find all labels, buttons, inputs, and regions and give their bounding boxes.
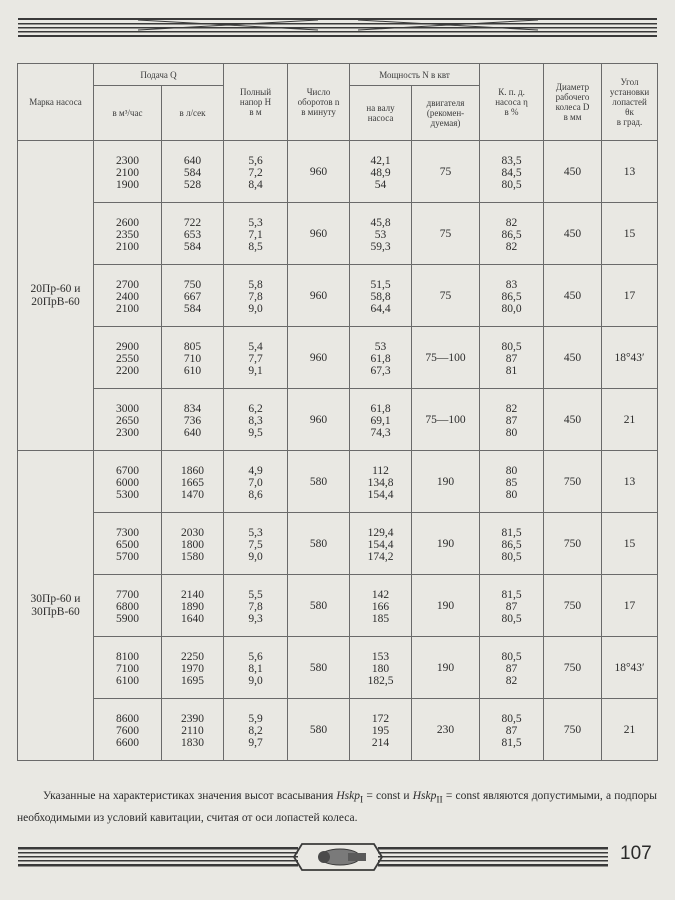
flow-ls-cell: 750 667 584 [162, 265, 224, 327]
efficiency-cell: 83 86,5 80,0 [480, 265, 544, 327]
flow-m3-cell: 8100 7100 6100 [94, 637, 162, 699]
head-cell: 5,5 7,8 9,3 [224, 575, 288, 637]
angle-cell: 15 [602, 513, 658, 575]
power-motor-cell: 75—100 [412, 389, 480, 451]
flow-ls-cell: 722 653 584 [162, 203, 224, 265]
efficiency-cell: 80,5 87 82 [480, 637, 544, 699]
efficiency-cell: 80,5 87 81,5 [480, 699, 544, 761]
flow-m3-cell: 6700 6000 5300 [94, 451, 162, 513]
power-motor-cell: 75—100 [412, 327, 480, 389]
power-motor-cell: 190 [412, 513, 480, 575]
speed-cell: 960 [288, 141, 350, 203]
power-motor-cell: 75 [412, 141, 480, 203]
table-row [18, 513, 658, 575]
diameter-cell: 450 [544, 389, 602, 451]
speed-cell: 580 [288, 637, 350, 699]
table-row [18, 389, 658, 451]
table-row [18, 327, 658, 389]
power-motor-cell: 230 [412, 699, 480, 761]
formula-hskp1: Hskp [336, 789, 361, 802]
power-shaft-cell: 142 166 185 [350, 575, 412, 637]
efficiency-cell: 80 85 80 [480, 451, 544, 513]
footnote-part1: Указанные на характеристиках значения высот всасывания [43, 789, 337, 802]
power-shaft-cell: 51,5 58,8 64,4 [350, 265, 412, 327]
diameter-cell: 750 [544, 451, 602, 513]
flow-m3-cell: 7300 6500 5700 [94, 513, 162, 575]
header-power-motor: двигателя (рекомен- дуемая) [412, 86, 480, 141]
bottom-decorative-band [18, 840, 608, 874]
head-cell: 5,4 7,7 9,1 [224, 327, 288, 389]
speed-cell: 960 [288, 327, 350, 389]
angle-cell: 18°43′ [602, 327, 658, 389]
diameter-cell: 750 [544, 699, 602, 761]
flow-ls-cell: 2390 2110 1830 [162, 699, 224, 761]
flow-ls-cell: 805 710 610 [162, 327, 224, 389]
ornament-rule-icon [18, 16, 657, 38]
head-cell: 5,9 8,2 9,7 [224, 699, 288, 761]
flow-ls-cell: 1860 1665 1470 [162, 451, 224, 513]
pump-characteristics-table [17, 63, 658, 761]
flow-m3-cell: 2700 2400 2100 [94, 265, 162, 327]
header-flow: Подача Q [94, 64, 224, 86]
power-shaft-cell: 153 180 182,5 [350, 637, 412, 699]
angle-cell: 18°43′ [602, 637, 658, 699]
table-row [18, 141, 658, 203]
flow-m3-cell: 2900 2550 2200 [94, 327, 162, 389]
efficiency-cell: 81,5 87 80,5 [480, 575, 544, 637]
page-number: 107 [620, 843, 652, 864]
angle-cell: 17 [602, 575, 658, 637]
footnote-part2: являются допустимыми, а подпоры необходимыми из условий кавитации, считая от оси лопастей колеса. [17, 789, 657, 824]
angle-cell: 15 [602, 203, 658, 265]
header-flow-m3: в м³/час [94, 86, 162, 141]
table-row [18, 575, 658, 637]
speed-cell: 960 [288, 203, 350, 265]
pump-emblem-icon [18, 840, 608, 874]
header-power-shaft: на валу насоса [350, 86, 412, 141]
header-angle: Угол установки лопастей θк в град. [602, 64, 658, 141]
diameter-cell: 450 [544, 141, 602, 203]
angle-cell: 17 [602, 265, 658, 327]
angle-cell: 21 [602, 699, 658, 761]
top-decorative-band [18, 16, 657, 38]
flow-m3-cell: 7700 6800 5900 [94, 575, 162, 637]
flow-m3-cell: 3000 2650 2300 [94, 389, 162, 451]
table-row [18, 637, 658, 699]
head-cell: 5,3 7,1 8,5 [224, 203, 288, 265]
angle-cell: 13 [602, 141, 658, 203]
diameter-cell: 750 [544, 637, 602, 699]
speed-cell: 580 [288, 575, 350, 637]
power-shaft-cell: 172 195 214 [350, 699, 412, 761]
header-power: Мощность N в квт [350, 64, 480, 86]
flow-ls-cell: 2140 1890 1640 [162, 575, 224, 637]
diameter-cell: 450 [544, 327, 602, 389]
head-cell: 5,6 8,1 9,0 [224, 637, 288, 699]
header-brand: Марка насоса [18, 64, 94, 141]
formula-sub1: I [360, 793, 364, 805]
power-shaft-cell: 129,4 154,4 174,2 [350, 513, 412, 575]
flow-ls-cell: 640 584 528 [162, 141, 224, 203]
efficiency-cell: 82 86,5 82 [480, 203, 544, 265]
header-speed: Число оборотов n в минуту [288, 64, 350, 141]
formula-sub2: II [436, 793, 443, 805]
efficiency-cell: 80,5 87 81 [480, 327, 544, 389]
table-row [18, 699, 658, 761]
head-cell: 5,3 7,5 9,0 [224, 513, 288, 575]
head-cell: 4,9 7,0 8,6 [224, 451, 288, 513]
speed-cell: 580 [288, 513, 350, 575]
header-diameter: Диаметр рабочего колеса D в мм [544, 64, 602, 141]
diameter-cell: 750 [544, 575, 602, 637]
header-efficiency: К. п. д. насоса η в % [480, 64, 544, 141]
power-shaft-cell: 42,1 48,9 54 [350, 141, 412, 203]
head-cell: 5,8 7,8 9,0 [224, 265, 288, 327]
footnote-eq1: = const и [363, 789, 413, 802]
efficiency-cell: 81,5 86,5 80,5 [480, 513, 544, 575]
power-shaft-cell: 45,8 53 59,3 [350, 203, 412, 265]
speed-cell: 960 [288, 265, 350, 327]
efficiency-cell: 83,5 84,5 80,5 [480, 141, 544, 203]
speed-cell: 580 [288, 451, 350, 513]
power-motor-cell: 190 [412, 575, 480, 637]
table-row [18, 203, 658, 265]
efficiency-cell: 82 87 80 [480, 389, 544, 451]
power-motor-cell: 190 [412, 637, 480, 699]
header-head: Полный напор H в м [224, 64, 288, 141]
flow-m3-cell: 2300 2100 1900 [94, 141, 162, 203]
diameter-cell: 750 [544, 513, 602, 575]
flow-ls-cell: 2250 1970 1695 [162, 637, 224, 699]
flow-m3-cell: 2600 2350 2100 [94, 203, 162, 265]
speed-cell: 580 [288, 699, 350, 761]
head-cell: 5,6 7,2 8,4 [224, 141, 288, 203]
power-shaft-cell: 53 61,8 67,3 [350, 327, 412, 389]
table-row [18, 265, 658, 327]
diameter-cell: 450 [544, 265, 602, 327]
power-shaft-cell: 61,8 69,1 74,3 [350, 389, 412, 451]
power-motor-cell: 75 [412, 265, 480, 327]
flow-ls-cell: 834 736 640 [162, 389, 224, 451]
header-flow-ls: в л/сек [162, 86, 224, 141]
angle-cell: 21 [602, 389, 658, 451]
flow-ls-cell: 2030 1800 1580 [162, 513, 224, 575]
footnote-text [17, 787, 657, 827]
head-cell: 6,2 8,3 9,5 [224, 389, 288, 451]
footnote-eq2: = const [442, 789, 480, 802]
angle-cell: 13 [602, 451, 658, 513]
diameter-cell: 450 [544, 203, 602, 265]
formula-hskp2: Hskp [412, 789, 437, 802]
table-row [18, 451, 658, 513]
power-motor-cell: 75 [412, 203, 480, 265]
power-motor-cell: 190 [412, 451, 480, 513]
model-cell: 30Пр-60 и 30ПрВ-60 [18, 451, 94, 761]
speed-cell: 960 [288, 389, 350, 451]
power-shaft-cell: 112 134,8 154,4 [350, 451, 412, 513]
model-cell: 20Пр-60 и 20ПрВ-60 [18, 141, 94, 451]
flow-m3-cell: 8600 7600 6600 [94, 699, 162, 761]
